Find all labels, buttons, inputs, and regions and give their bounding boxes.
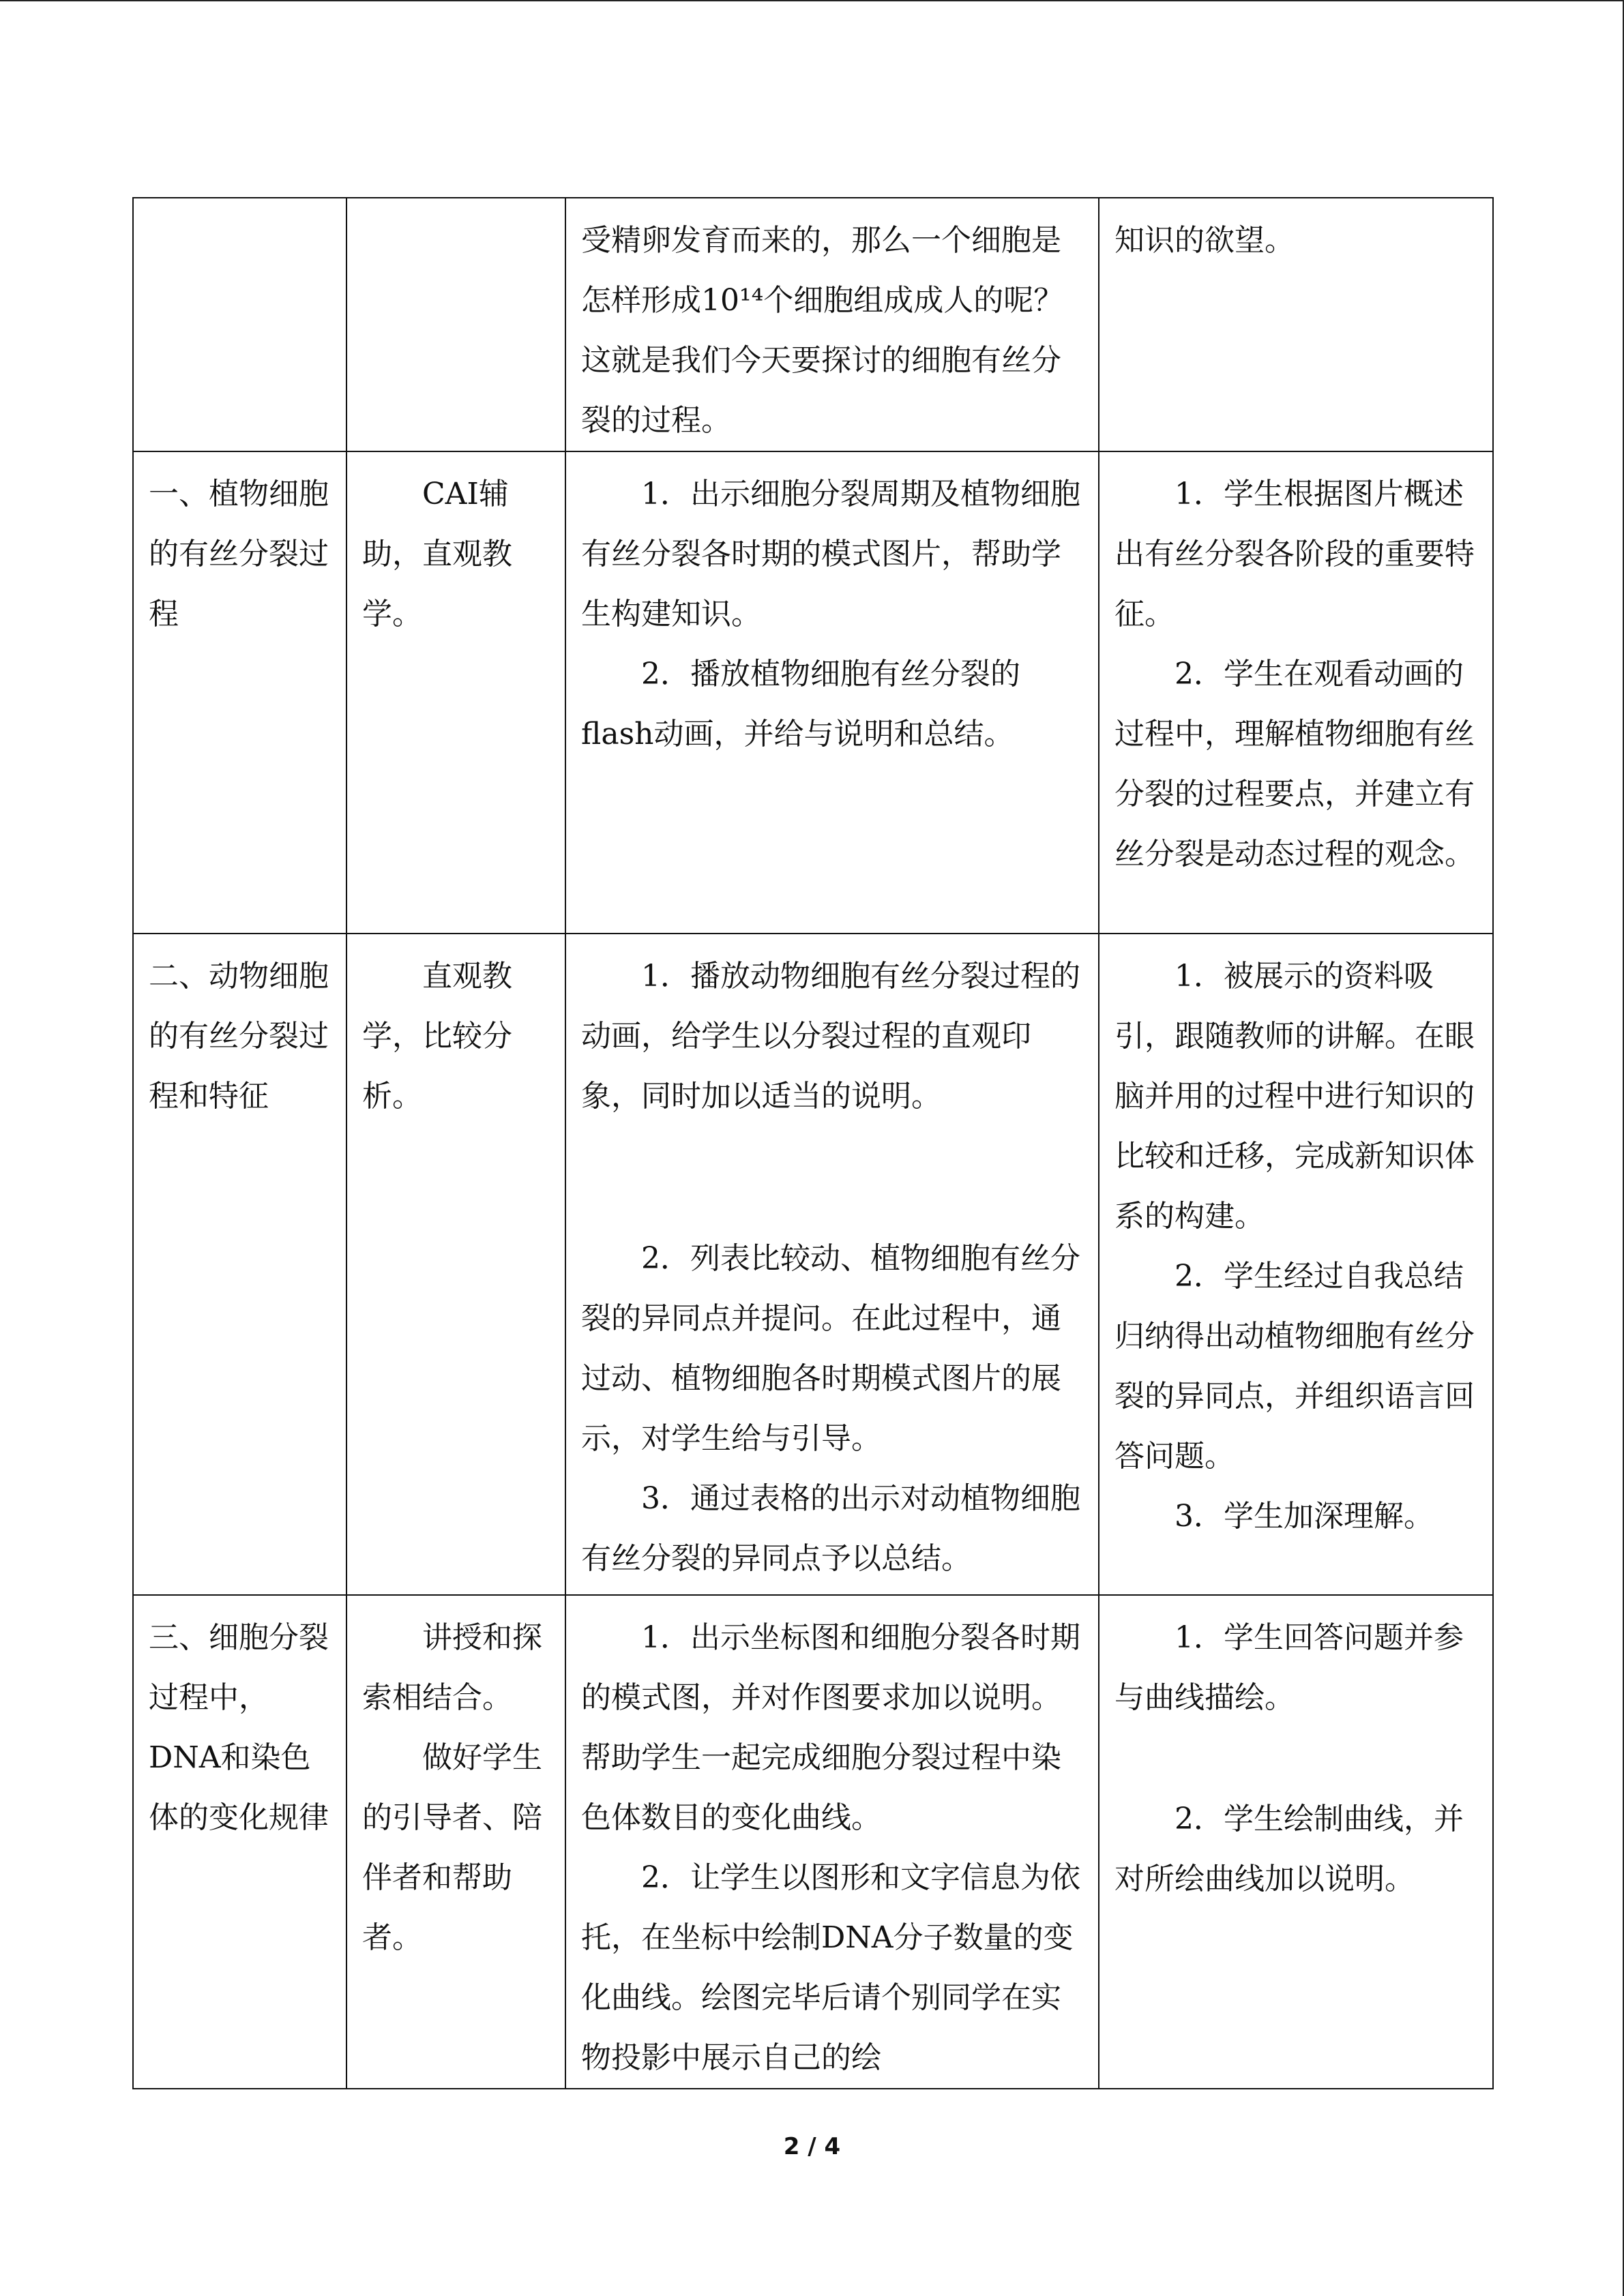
student-activity-cell: [1099, 934, 1493, 1595]
page-top-border: [0, 0, 1624, 1]
teacher-activity-text: 受精卵发育而来的，那么一个细胞是怎样形成10¹⁴个细胞组成成人的呢？这就是我们今天要探讨的细胞有丝分裂的过程。: [581, 223, 1064, 438]
topic-text: 一、植物细胞的有丝分裂过程: [149, 477, 329, 631]
student-activity-cell: [1099, 1595, 1493, 2089]
method-text: CAI辅助，直观教学。: [362, 477, 512, 631]
method-cell: [346, 451, 565, 934]
table-row: [133, 934, 1493, 1595]
topic-cell: [133, 934, 346, 1595]
topic-cell: [133, 1595, 346, 2089]
method-cell: [346, 1595, 565, 2089]
student-activity-text: 知识的欲望。: [1114, 223, 1295, 258]
page-number: 2 / 4: [783, 2133, 841, 2160]
method-text: 讲授和探索相结合。: [362, 1620, 542, 1715]
method-text: 做好学生的引导者、陪伴者和帮助者。: [362, 1740, 542, 1955]
student-activity-text: 1．学生回答问题并参与曲线描绘。: [1114, 1620, 1464, 1715]
teacher-activity-text: 2．让学生以图形和文字信息为依托，在坐标中绘制DNA分子数量的变化曲线。绘图完毕后请个别同学在实物投影中展示自己的绘: [581, 1860, 1080, 2075]
student-activity-text: 3．学生加深理解。: [1175, 1499, 1434, 1534]
method-cell: [346, 934, 565, 1595]
student-activity-text: 2．学生经过自我总结归纳得出动植物细胞有丝分裂的异同点，并组织语言回答问题。: [1114, 1259, 1475, 1474]
spacer: [581, 1127, 1084, 1229]
teacher-activity-text: 1．播放动物细胞有丝分裂过程的动画，给学生以分裂过程的直观印象，同时加以适当的说明。: [581, 959, 1080, 1114]
spacer: [1114, 1728, 1479, 1789]
topic-text: 二、动物细胞的有丝分裂过程和特征: [149, 959, 329, 1114]
teacher-activity-cell: [565, 1595, 1099, 2089]
teacher-activity-text: 2．播放植物细胞有丝分裂的flash动画，并给与说明和总结。: [581, 657, 1020, 751]
topic-cell: [133, 198, 346, 451]
teacher-activity-text: 1．出示坐标图和细胞分裂各时期的模式图，并对作图要求加以说明。帮助学生一起完成细胞分裂过程中染色体数目的变化曲线。: [581, 1620, 1080, 1835]
teacher-activity-cell: [565, 451, 1099, 934]
lesson-plan-table: [132, 197, 1494, 2089]
teacher-activity-text: 2．列表比较动、植物细胞有丝分裂的异同点并提问。在此过程中，通过动、植物细胞各时期模式图片的展示，对学生给与引导。: [581, 1241, 1080, 1456]
table-row: [133, 1595, 1493, 2089]
student-activity-cell: [1099, 198, 1493, 451]
teacher-activity-cell: [565, 198, 1099, 451]
topic-cell: [133, 451, 346, 934]
teacher-activity-cell: [565, 934, 1099, 1595]
table-row: [133, 198, 1493, 451]
teacher-activity-text: 3．通过表格的出示对动植物细胞有丝分裂的异同点予以总结。: [581, 1481, 1080, 1576]
student-activity-text: 1．被展示的资料吸引，跟随教师的讲解。在眼脑并用的过程中进行知识的比较和迁移，完成新知识体系的构建。: [1114, 959, 1475, 1234]
method-text: 直观教学，比较分析。: [362, 959, 512, 1114]
student-activity-text: 2．学生在观看动画的过程中，理解植物细胞有丝分裂的过程要点，并建立有丝分裂是动态过程的观念。: [1114, 657, 1475, 871]
student-activity-cell: [1099, 451, 1493, 934]
table-row: [133, 451, 1493, 934]
teacher-activity-text: 1．出示细胞分裂周期及植物细胞有丝分裂各时期的模式图片，帮助学生构建知识。: [581, 477, 1080, 631]
student-activity-text: 2．学生绘制曲线，并对所绘曲线加以说明。: [1114, 1802, 1464, 1896]
method-cell: [346, 198, 565, 451]
student-activity-text: 1．学生根据图片概述出有丝分裂各阶段的重要特征。: [1114, 477, 1475, 631]
topic-text: 三、细胞分裂过程中，DNA和染色体的变化规律: [149, 1620, 329, 1835]
